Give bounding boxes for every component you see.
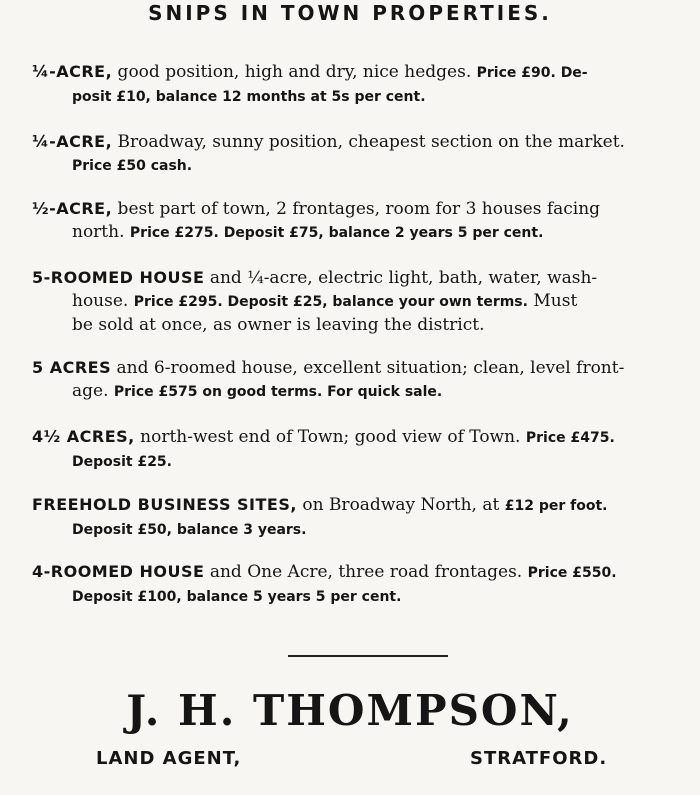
listing-price: Price £475. bbox=[525, 430, 615, 446]
listing-terms: Deposit £25. bbox=[72, 454, 172, 470]
listing-note: be sold at once, as owner is leaving the district. bbox=[72, 315, 485, 335]
listing-terms: posit £10, balance 12 months at 5s per cent. bbox=[72, 89, 426, 105]
agent-title: LAND AGENT, bbox=[96, 748, 242, 769]
listing-description: north-west end of Town; good view of Town. bbox=[134, 427, 526, 447]
listing-description: and ¼-acre, electric light, bath, water, wash- bbox=[204, 268, 598, 288]
listing-heading: 5-ROOMED HOUSE bbox=[32, 268, 205, 287]
listing-price: £12 per foot. bbox=[504, 498, 608, 514]
listing-heading: 4-ROOMED HOUSE bbox=[32, 562, 205, 581]
listing-price: Price £575 on good terms. For quick sale. bbox=[113, 384, 443, 400]
listing-heading: ½-ACRE, bbox=[32, 199, 113, 218]
listing-price: Price £275. Deposit £75, balance 2 years 5 per cent. bbox=[129, 225, 544, 241]
listing-item bbox=[32, 266, 698, 337]
listing-price: Price £295. Deposit £25, balance your own terms. bbox=[133, 294, 528, 310]
listing-description-cont: north. bbox=[72, 222, 130, 242]
listing-price: Price £50 cash. bbox=[72, 158, 193, 174]
listing-heading: 4½ ACRES, bbox=[32, 427, 135, 446]
listing-item bbox=[32, 197, 698, 245]
listing-item bbox=[32, 560, 698, 609]
listing-heading: ¼-ACRE, bbox=[32, 62, 113, 81]
agent-name: J. H. THOMPSON, bbox=[126, 686, 574, 735]
listing-description: on Broadway North, at bbox=[296, 495, 505, 515]
listing-item bbox=[32, 356, 698, 404]
listing-description: good position, high and dry, nice hedges. bbox=[112, 62, 477, 82]
listing-heading: 5 ACRES bbox=[32, 358, 112, 377]
listing-item bbox=[32, 493, 698, 542]
listing-description: Broadway, sunny position, cheapest section on the market. bbox=[112, 132, 625, 152]
listing-description: best part of town, 2 frontages, room for 3 houses facing bbox=[112, 199, 601, 219]
divider bbox=[288, 655, 448, 657]
listing-description-cont: age. bbox=[72, 381, 114, 401]
page-title: SNIPS IN TOWN PROPERTIES. bbox=[148, 1, 552, 25]
listing-heading: FREEHOLD BUSINESS SITES, bbox=[32, 495, 297, 514]
listing-price: Price £550. bbox=[527, 565, 617, 581]
listing-price: Price £90. De- bbox=[476, 65, 588, 81]
listing-item bbox=[32, 425, 698, 474]
listing-tail: Must bbox=[527, 291, 578, 311]
agent-town: STRATFORD. bbox=[470, 748, 608, 769]
listing-item bbox=[32, 60, 698, 109]
listing-heading: ¼-ACRE, bbox=[32, 132, 113, 151]
listing-description: and 6-roomed house, excellent situation; clean, level front- bbox=[111, 358, 625, 378]
listing-terms: Deposit £50, balance 3 years. bbox=[72, 522, 307, 538]
listing-description: and One Acre, three road frontages. bbox=[204, 562, 528, 582]
listing-item bbox=[32, 130, 698, 178]
listing-terms: Deposit £100, balance 5 years 5 per cent. bbox=[72, 589, 402, 605]
listing-description-cont: house. bbox=[72, 291, 134, 311]
